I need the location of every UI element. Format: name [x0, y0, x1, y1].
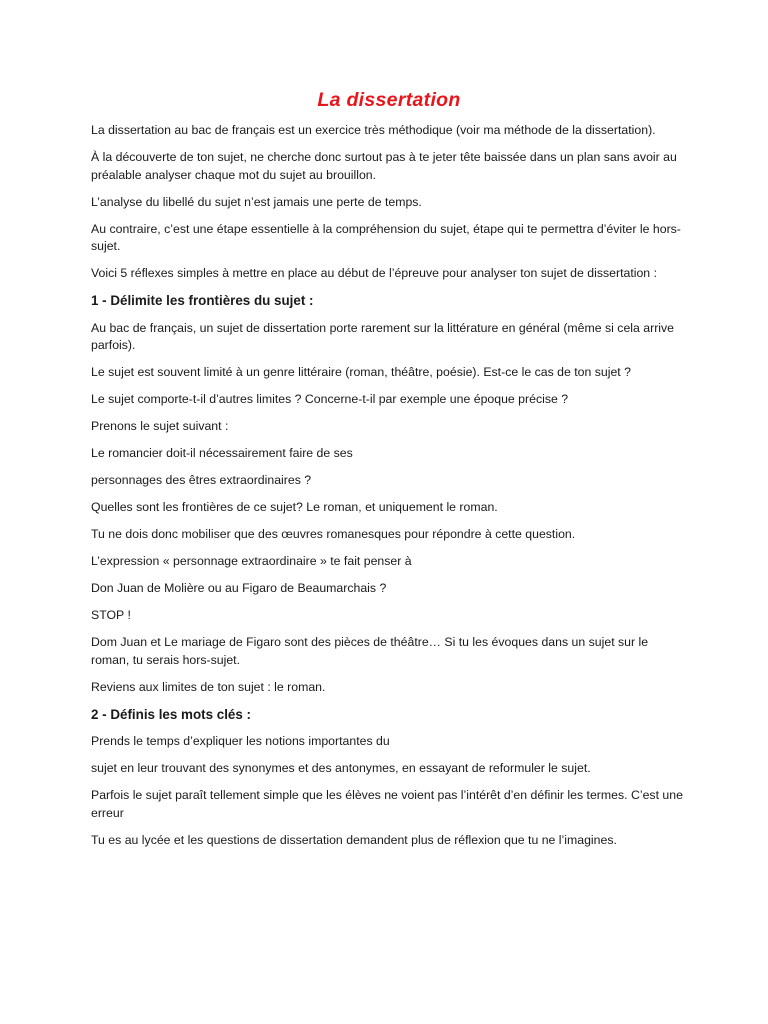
- paragraph: L’expression « personnage extraordinaire » te fait penser à: [91, 554, 412, 568]
- section-heading: 1 - Délimite les frontières du sujet :: [91, 293, 314, 308]
- paragraph: L’analyse du libellé du sujet n’est jamais une perte de temps.: [91, 194, 422, 209]
- paragraph: STOP !: [91, 608, 131, 622]
- document-content: [91, 88, 687, 859]
- document-title: La dissertation: [317, 89, 461, 111]
- paragraph: Le sujet est souvent limité à un genre littéraire (roman, théâtre, poésie). Est-ce le cas de ton sujet ?: [91, 365, 631, 379]
- paragraph: Tu ne dois donc mobiliser que des œuvres romanesques pour répondre à cette question.: [91, 527, 576, 541]
- paragraph: Voici 5 réflexes simples à mettre en place au début de l’épreuve pour analyser ton sujet de dissertation :: [91, 266, 657, 280]
- paragraph: Dom Juan et Le mariage de Figaro sont des pièces de théâtre… Si tu les évoques dans un sujet sur le roman, tu serais hors-sujet.: [91, 635, 649, 667]
- paragraph: personnages des êtres extraordinaires ?: [91, 473, 312, 487]
- paragraph: Prends le temps d’expliquer les notions importantes du: [91, 734, 390, 748]
- paragraph: Le romancier doit-il nécessairement faire de ses: [91, 446, 353, 460]
- paragraph: Tu es au lycée et les questions de dissertation demandent plus de réflexion que tu ne l’imagines.: [91, 832, 617, 847]
- paragraph: Au bac de français, un sujet de dissertation porte rarement sur la littérature en général (même si cela arrive parfois).: [91, 320, 675, 352]
- paragraph: À la découverte de ton sujet, ne cherche donc surtout pas à te jeter tête baissée dans un plan sans avoir au préalable analyser chaque mot du sujet au brouillon.: [91, 150, 677, 182]
- paragraph: Le sujet comporte-t-il d’autres limites ? Concerne-t-il par exemple une époque précise ?: [91, 392, 569, 406]
- section-heading: 2 - Définis les mots clés :: [91, 706, 252, 722]
- paragraph: Quelles sont les frontières de ce sujet? Le roman, et uniquement le roman.: [91, 500, 498, 514]
- paragraph: sujet en leur trouvant des synonymes et des antonymes, en essayant de reformuler le sujet.: [91, 761, 591, 775]
- paragraph: Au contraire, c’est une étape essentielle à la compréhension du sujet, étape qui te permettra d’éviter le hors-sujet.: [91, 221, 681, 253]
- paragraph: Reviens aux limites de ton sujet : le roman.: [91, 679, 326, 694]
- paragraph: La dissertation au bac de français est un exercice très méthodique (voir ma méthode de la dissertation).: [91, 123, 656, 137]
- document-body: [91, 122, 687, 849]
- paragraph: Prenons le sujet suivant :: [91, 419, 229, 433]
- paragraph: Parfois le sujet paraît tellement simple que les élèves ne voient pas l’intérêt d’en définir les termes. C’est une erreur: [91, 788, 683, 820]
- paragraph: Don Juan de Molière ou au Figaro de Beaumarchais ?: [91, 581, 387, 595]
